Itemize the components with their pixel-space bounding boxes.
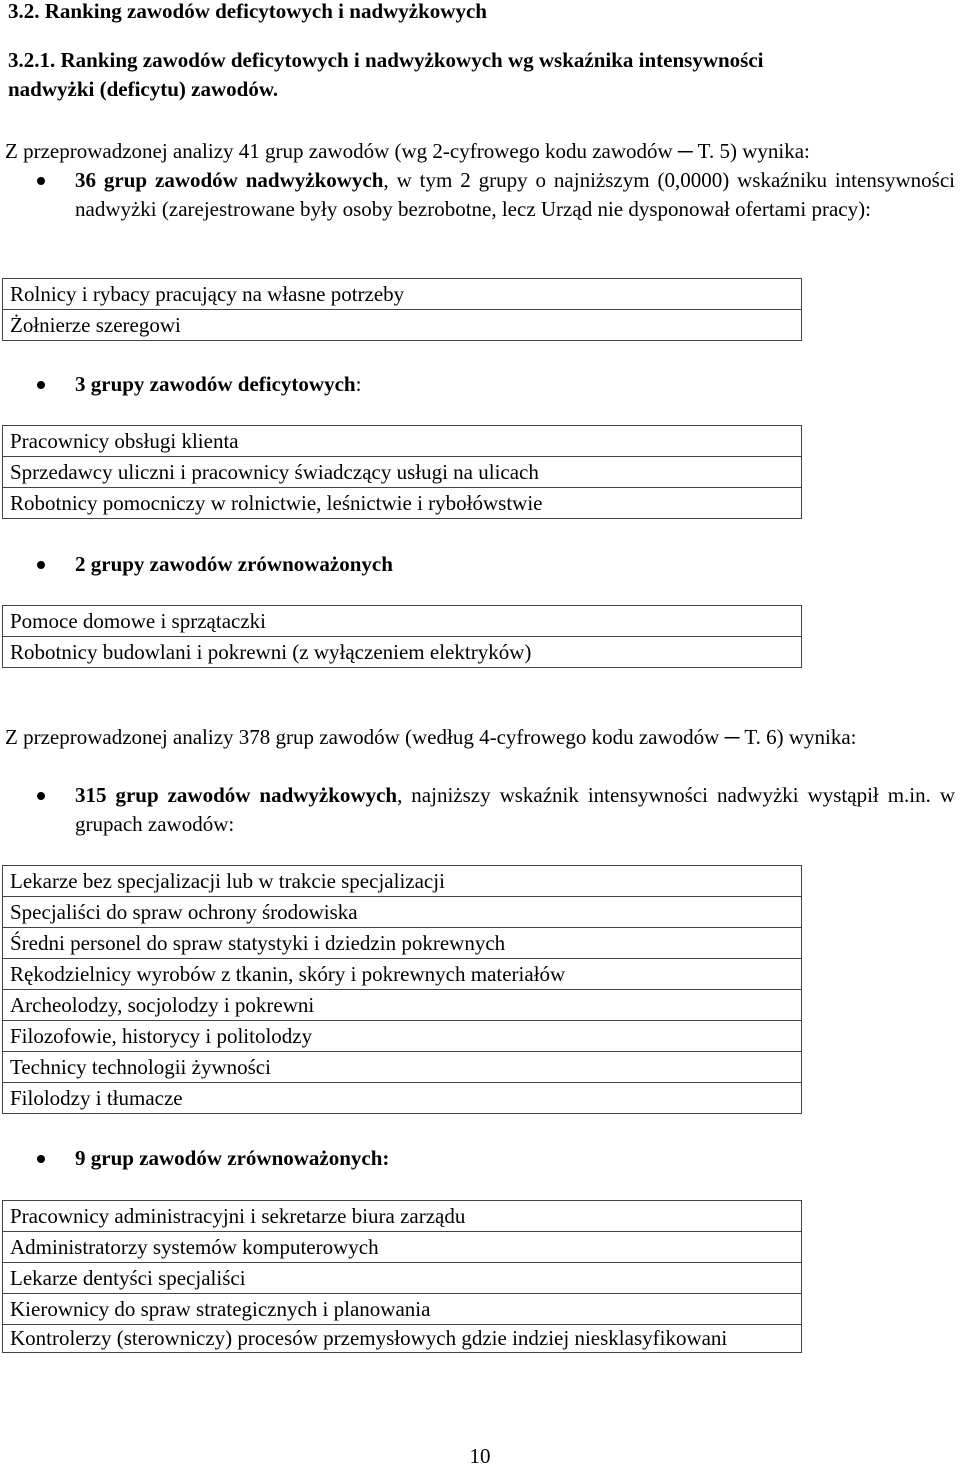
- section-heading: 3.2. Ranking zawodów deficytowych i nadwyżkowych: [8, 0, 487, 23]
- table-row: Robotnicy budowlani i pokrewni (z wyłączeniem elektryków): [10, 640, 532, 664]
- table-row: Filolodzy i tłumacze: [10, 1086, 183, 1110]
- bullet-bold-text: 36 grup zawodów nadwyżkowych: [75, 168, 384, 192]
- subsection-heading-line1: 3.2.1. Ranking zawodów deficytowych i nadwyżkowych wg wskaźnika intensywności: [8, 48, 764, 72]
- bullet-bold-text: 2 grupy zawodów zrównoważonych: [75, 552, 393, 576]
- bullet-dot-icon: [37, 381, 45, 389]
- table-row: Pracownicy administracyjni i sekretarze biura zarządu: [3, 1201, 801, 1232]
- bullet-deficit-2digit: [37, 370, 955, 399]
- bullet-balanced-4digit: [37, 1144, 955, 1173]
- bullet-surplus-2digit: [37, 166, 955, 224]
- table-row: Pomoce domowe i sprzątaczki: [3, 606, 801, 637]
- bullet-bold-text: 315 grup zawodów nadwyżkowych: [75, 783, 398, 807]
- table-row: Administratorzy systemów komputerowych: [3, 1232, 801, 1263]
- surplus-table-2digit: [2, 278, 802, 341]
- surplus-table-4digit: [2, 865, 802, 1114]
- table-row: Żołnierze szeregowi: [10, 313, 181, 337]
- table-row: Sprzedawcy uliczni i pracownicy świadczący usługi na ulicach: [3, 457, 801, 488]
- table-row: Pracownicy obsługi klienta: [3, 426, 801, 457]
- bullet-dot-icon: [37, 561, 45, 569]
- bullet-dot-icon: [37, 1155, 45, 1163]
- table-row: Specjaliści do spraw ochrony środowiska: [3, 897, 801, 928]
- table-row: Filozofowie, historycy i politolodzy: [3, 1021, 801, 1052]
- bullet-text: [75, 781, 955, 839]
- intro-paragraph-2digit: Z przeprowadzonej analizy 41 grup zawodów (wg 2-cyfrowego kodu zawodów ─ T. 5) wynika:: [5, 139, 810, 163]
- bullet-balanced-2digit: [37, 550, 955, 579]
- table-row: Technicy technologii żywności: [3, 1052, 801, 1083]
- subsection-heading-line2: nadwyżki (deficytu) zawodów.: [8, 77, 279, 101]
- bullet-rest-text: , najniższy wskaźnik intensywności nadwyżki wystąpił m.in. w grupach zawodów:: [75, 783, 955, 836]
- table-row: Rękodzielnicy wyrobów z tkanin, skóry i pokrewnych materiałów: [3, 959, 801, 990]
- table-row: Robotnicy pomocniczy w rolnictwie, leśnictwie i rybołówstwie: [10, 491, 543, 515]
- balanced-table-2digit: [2, 605, 802, 668]
- bullet-text: [75, 166, 955, 224]
- balanced-table-4digit: [2, 1200, 802, 1353]
- table-row: Lekarze dentyści specjaliści: [3, 1263, 801, 1294]
- bullet-rest-text: , w tym 2 grupy o najniższym (0,0000) wskaźniku intensywności nadwyżki (zarejestrowane były osoby bezrobotne, lecz Urząd nie dysponował ofertami pracy):: [75, 168, 955, 221]
- bullet-dot-icon: [37, 177, 45, 185]
- bullet-text: [75, 1144, 955, 1173]
- table-row: Kierownicy do spraw strategicznych i planowania: [3, 1294, 801, 1325]
- table-row: Archeolodzy, socjolodzy i pokrewni: [3, 990, 801, 1021]
- subsection-heading: [8, 46, 764, 104]
- table-row: Lekarze bez specjalizacji lub w trakcie specjalizacji: [3, 866, 801, 897]
- table-row: Średni personel do spraw statystyki i dziedzin pokrewnych: [3, 928, 801, 959]
- bullet-surplus-4digit: [37, 781, 955, 839]
- bullet-dot-icon: [37, 792, 45, 800]
- intro-paragraph-4digit: Z przeprowadzonej analizy 378 grup zawodów (według 4-cyfrowego kodu zawodów ─ T. 6) wynika:: [5, 725, 857, 749]
- bullet-bold-text: 9 grup zawodów zrównoważonych:: [75, 1146, 390, 1170]
- deficit-table-2digit: [2, 425, 802, 519]
- page-number: 10: [469, 1444, 491, 1468]
- bullet-rest-text: :: [355, 372, 362, 396]
- table-row: Kontrolerzy (sterowniczy) procesów przemysłowych gdzie indziej niesklasyfikowani: [10, 1326, 728, 1350]
- table-row: Rolnicy i rybacy pracujący na własne potrzeby: [3, 279, 801, 310]
- bullet-bold-text: 3 grupy zawodów deficytowych: [75, 372, 356, 396]
- bullet-text: [75, 550, 955, 579]
- bullet-text: [75, 370, 955, 399]
